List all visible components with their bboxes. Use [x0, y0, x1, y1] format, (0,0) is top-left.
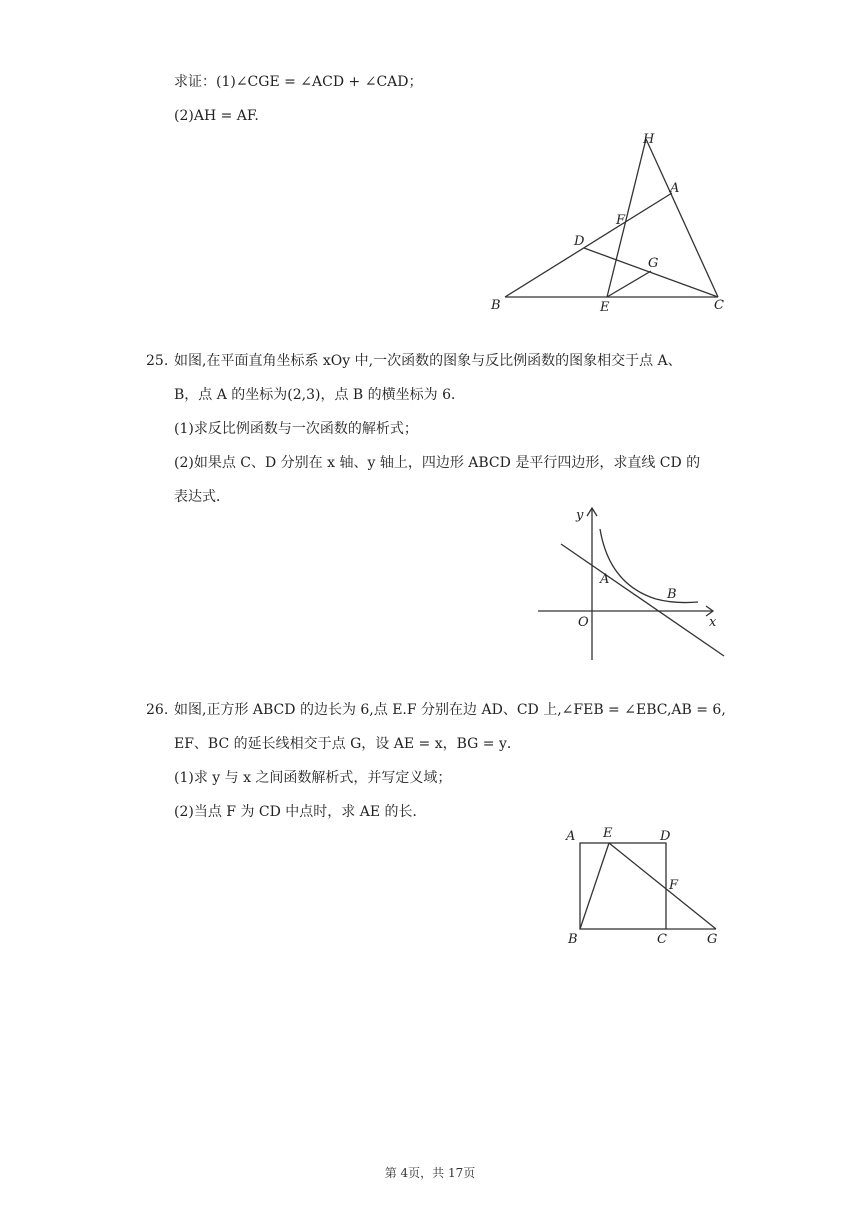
q24-label-e: E — [600, 300, 610, 315]
q25-label-b: B — [667, 587, 677, 602]
q24-proof-part1: 求证：(1)∠CGE = ∠ACD + ∠CAD； — [174, 74, 423, 90]
q24-label-a: A — [670, 181, 680, 196]
q24-label-h: H — [643, 132, 655, 147]
q25-coordinate-figure — [536, 505, 728, 665]
q25-label-a: A — [600, 572, 610, 587]
q24-proof-part2: (2)AH = AF. — [174, 108, 259, 124]
q26-part2: (2)当点 F 为 CD 中点时，求 AE 的长． — [174, 804, 427, 820]
q26-label-a: A — [566, 829, 576, 844]
q26-part1: (1)求 y 与 x 之间函数解析式，并写定义域； — [174, 770, 452, 786]
q25-part1: (1)求反比例函数与一次函数的解析式； — [174, 421, 418, 437]
q26-label-e: E — [603, 826, 613, 841]
q25-label-o: O — [578, 615, 589, 630]
q24-label-g: G — [648, 256, 659, 271]
q25-stem-line1: 如图,在平面直角坐标系 xOy 中,一次函数的图象与反比例函数的图象相交于点 A、 — [174, 353, 682, 369]
q25-label-y: y — [576, 508, 584, 523]
q26-square-figure — [560, 822, 730, 952]
q26-label-c: C — [657, 932, 667, 947]
q24-label-c: C — [714, 298, 724, 313]
q24-label-f: F — [616, 213, 626, 228]
q26-number: 26. — [146, 702, 169, 718]
q24-triangle-figure — [480, 125, 740, 320]
q26-stem-line2: EF、BC 的延长线相交于点 G，设 AE = x，BG = y． — [174, 736, 521, 752]
q26-stem-line1: 如图,正方形 ABCD 的边长为 6,点 E.F 分别在边 AD、CD 上,∠FEB = ∠EBC,AB = 6, — [174, 702, 726, 718]
q24-label-d: D — [574, 234, 585, 249]
q25-number: 25. — [146, 353, 169, 369]
q26-label-g: G — [707, 932, 718, 947]
q26-label-b: B — [568, 932, 578, 947]
page-footer: 第 4页，共 17页 — [384, 1166, 476, 1180]
q25-part2-line2: 表达式． — [174, 489, 230, 505]
q26-label-d: D — [660, 829, 671, 844]
q26-label-f: F — [669, 878, 679, 893]
q25-stem-line2: B，点 A 的坐标为(2,3)，点 B 的横坐标为 6． — [174, 387, 466, 403]
q25-label-x: x — [709, 615, 717, 630]
q25-part2-line1: (2)如果点 C、D 分别在 x 轴、y 轴上，四边形 ABCD 是平行四边形，求直线 CD 的 — [174, 455, 701, 471]
q24-label-b: B — [491, 298, 501, 313]
